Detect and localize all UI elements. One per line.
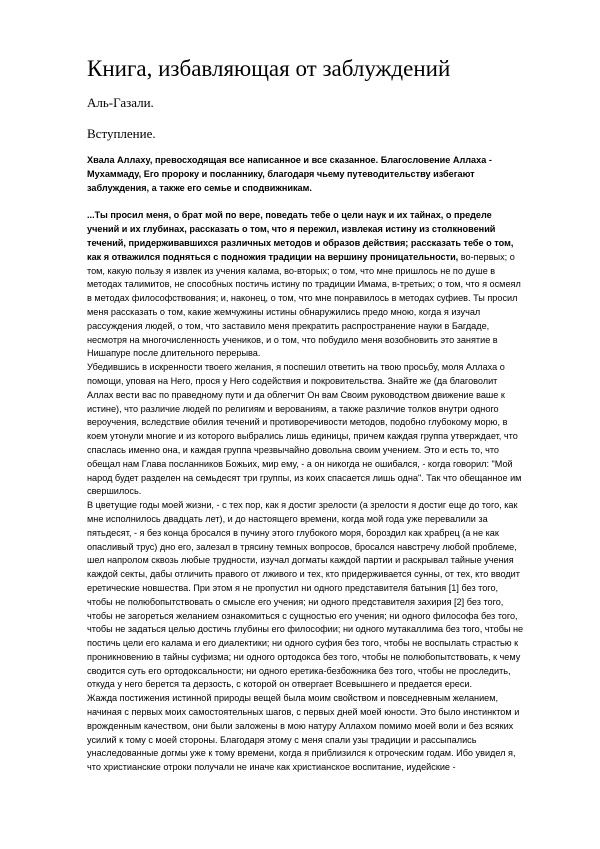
paragraph-4: Жажда постижения истинной природы вещей была моим свойством и повседневным желанием, начиная с первых моих самостоятельных шагов, с первых дней моей юности. Это было инстинктом и врожденным качеством, они были заложены в мою натуру Аллахом помимо моей воли и без всяких усилий к тому с моей стороны. Благодаря этому с меня спали узы традиции и рассыпались унаследованные догмы уже к тому времени, когда я приблизился к отроческим годам. Ибо увидел я, что христианские отроки получали не иначе как христианское воспитание, иудейские - bbox=[87, 693, 520, 773]
section-heading: Вступление. bbox=[87, 126, 156, 141]
paragraph-gap bbox=[87, 195, 524, 209]
document-body bbox=[87, 154, 524, 775]
paragraph-3: В цветущие годы моей жизни, - с тех пор, как я достиг зрелости (а зрелости я достиг еще до того, как мне исполнилось двадцать лет), и до настоящего времени, когда мой года уже перевалили за пятьдесят, - я без конца бросался в пучину этого глубокого моря, бороздил как храбрец (а не как опасливый трус) дно его, залезал в трясину темных вопросов, бросался навстречу любой проблеме, шел напролом сквозь любые трудности, изучал догматы каждой партии и раскрывал тайные учения каждой секты, дабы отличить правого от лживого и тех, кто придерживается сунны, от тех, кто вводит еретические новшества. При этом я не пропустил ни одного представителя батыния [1] без того, чтобы не полюбопытствовать о смысле его учения; ни одного представителя захирия [2] без того, чтобы не загореться желанием ознакомиться с сущностью его учения; ни одного философа без того, чтобы не задаться целью достичь глубины его философии; ни одного мутакаллима без того, чтобы не постичь цели его калама и его диалектики; ни одного суфия без того, чтобы не воспылать страстью к проникновению в тайны суфизма; ни одного ортодокса без того, чтобы не полюбопытствовать, к чему сводится суть его ортодоксальности; ни одного еретика-безбожника без того, чтобы не проследить, откуда у него берется та дерзость, с которой он отвергает Всевышнего и предается ереси. bbox=[87, 500, 524, 690]
document-title: Книга, избавляющая от заблуждений bbox=[87, 56, 451, 81]
paragraph-1-bold: ...Ты просил меня, о брат мой по вере, поведать тебе о цели наук и их тайнах, о пределе учений и их глубинах, рассказать о том, что я пережил, извлекая истину из столкновений течений, придерживавшихся различных методов и образов действия; рассказать тебе о том, как я отважился подняться с подножия традиции на вершину проницательности, bbox=[87, 210, 514, 262]
paragraph-2: Убедившись в искренности твоего желания, я поспешил ответить на твою просьбу, моля Аллаха о помощи, уповая на Него, прося у Него содействия и покровительства. Знайте же (да благоволит Аллах вести вас по праведному пути и да облегчит Он вам Своим руководством движение ваше к истине), что различие людей по религиям и верованиям, а также различие толков внутри одного вероучения, вследствие обилия течений и противоречивости методов, подобно глубокому морю, в коем утонули многие и из которого выбрались лишь единицы, причем каждая группа утверждает, что спаслась именно она, и каждая группа чрезвычайно довольна своим учением. Это и есть то, что обещал нам Глава посланников Божьих, мир ему, - а он никогда не ошибался, - когда говорил: "Мой народ будет разделен на семьдесят три группы, из коих спасается лишь одна". Так что обещанное им свершилось. bbox=[87, 362, 522, 497]
paragraph-1 bbox=[87, 209, 524, 361]
paragraph-1-rest: во-первых; о том, какую пользу я извлек из учения калама, во-вторых; о том, что мне пришлось не по душе в методах талимитов, не способных постичь истину по традиции Имама, в-третьих; о том, что я осмеял в методах философствования; и, наконец, о том, что мне понравилось в методах суфиев. Ты просил меня рассказать о том, какие жемчужины истины обнаружились предо мною, когда я изучал рассуждения людей, о том, что заставило меня прекратить распространение науки в Багдаде, несмотря на многочисленность учеников, и о том, что побудило меня возобновить это занятие в Нишапуре после длительного перерыва. bbox=[87, 251, 521, 359]
author-name: Аль-Газали. bbox=[87, 95, 154, 110]
praise-paragraph: Хвала Аллаху, превосходящая все написанное и все сказанное. Благословение Аллаха - Мухаммаду, Его пророку и посланнику, благодаря чьему путеводительству избегают заблуждения, а также его семье и сподвижникам. bbox=[87, 155, 492, 193]
